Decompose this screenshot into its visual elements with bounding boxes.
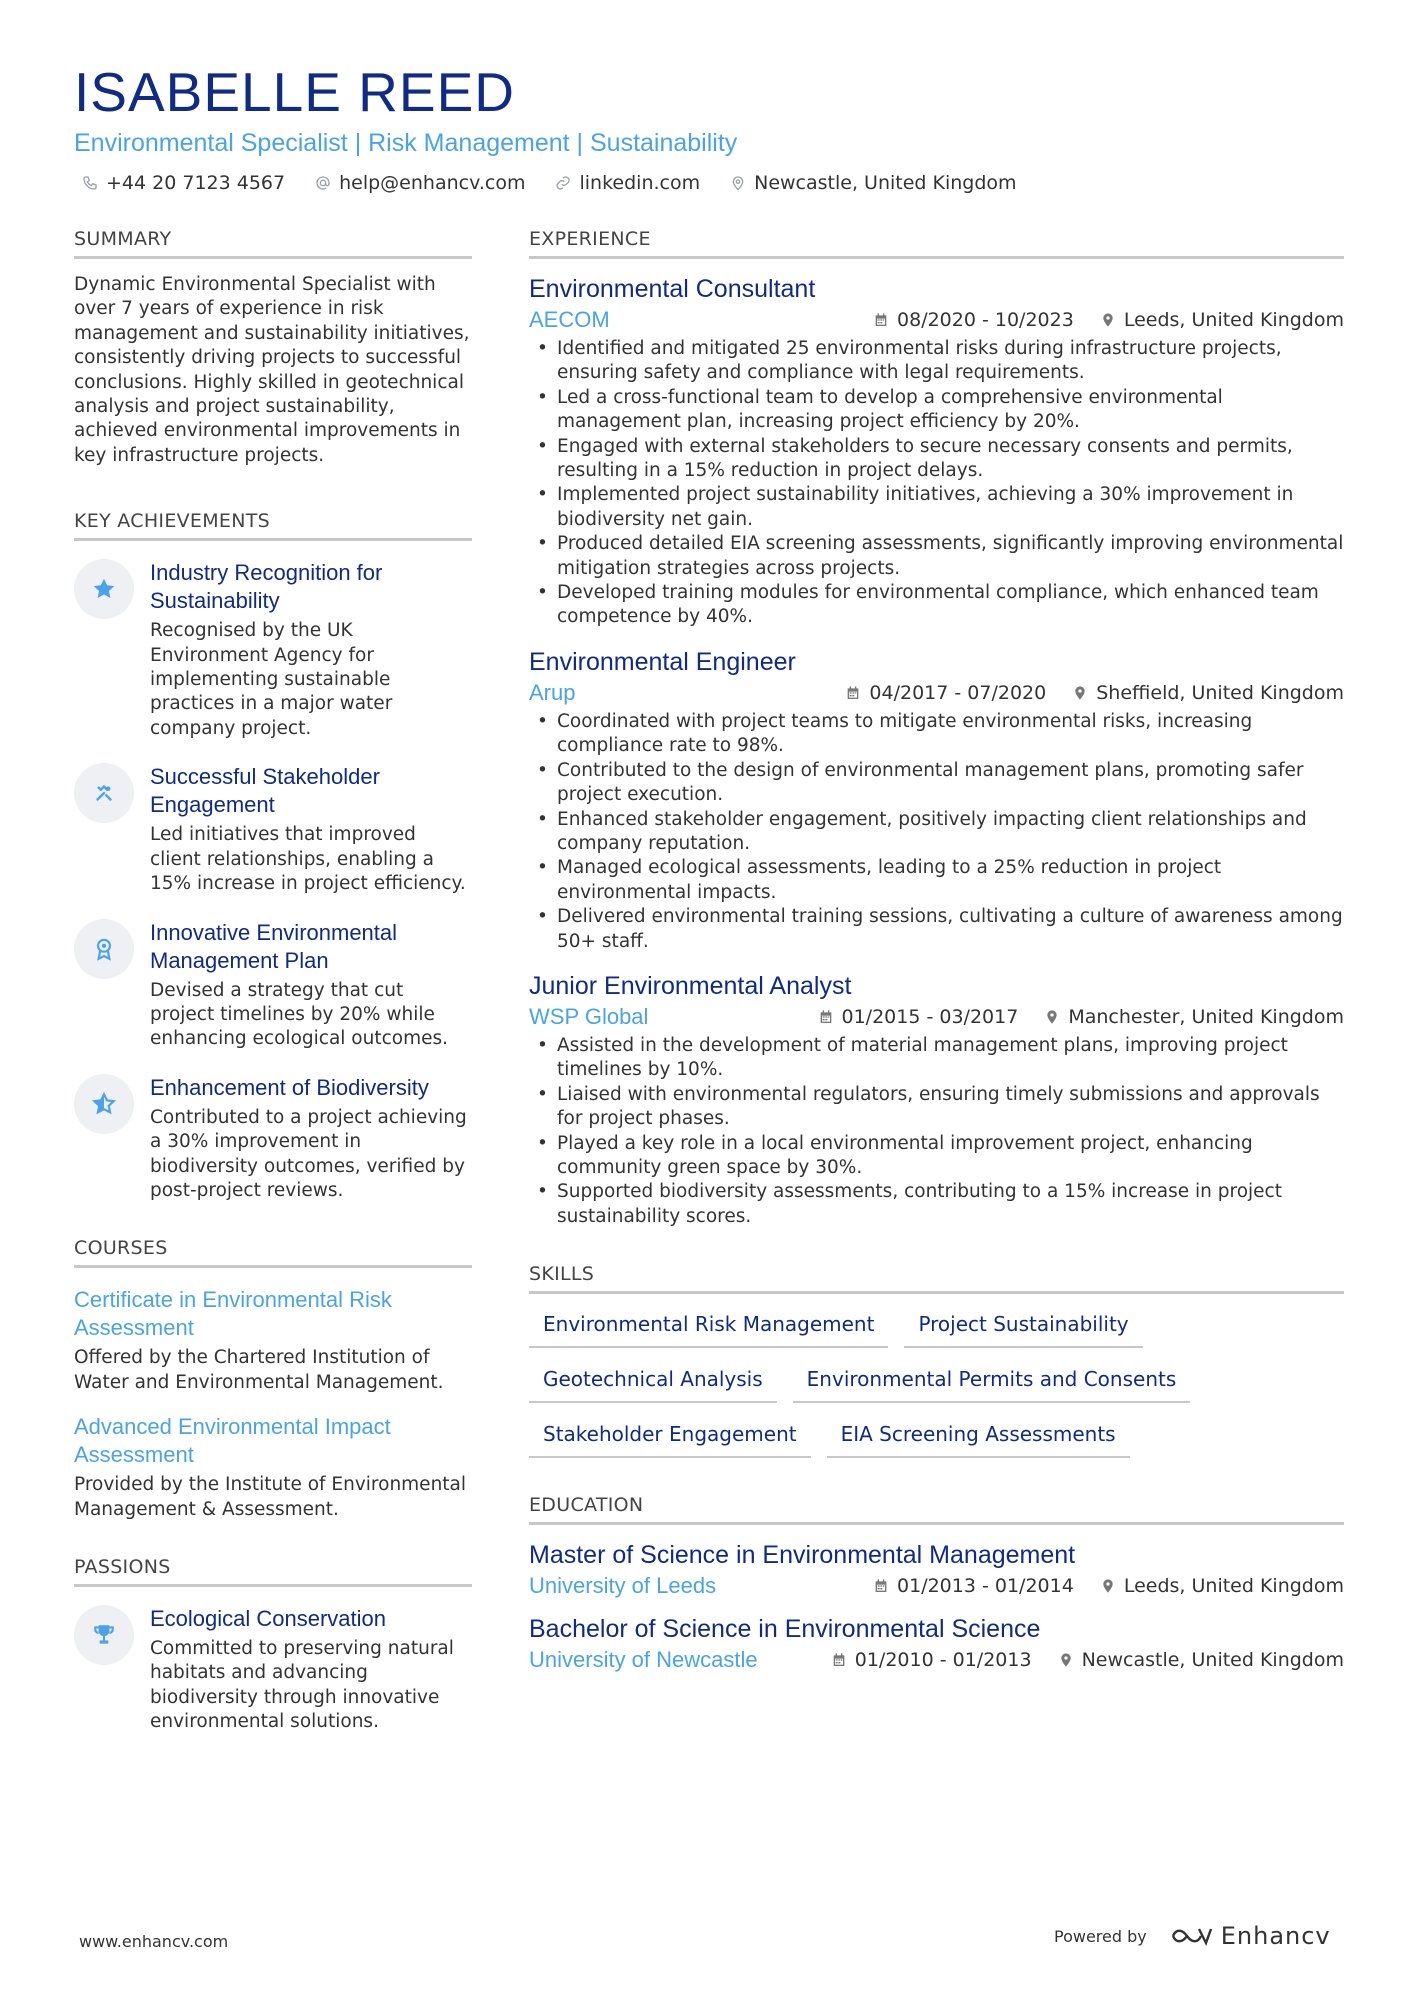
star-icon (91, 576, 117, 602)
course-title: Certificate in Environmental Risk Assessment (74, 1287, 392, 1341)
trophy-icon (91, 1622, 117, 1648)
contact-location (730, 172, 1016, 194)
calendar-icon (873, 312, 889, 328)
skill-tag: Environmental Permits and Consents (793, 1363, 1191, 1403)
map-pin-icon (1044, 1009, 1060, 1025)
achievement-title: Successful Stakeholder Engagement (150, 764, 380, 818)
calendar-icon (845, 685, 861, 701)
education-section (529, 1494, 1344, 1673)
school-name: University of Newcastle (529, 1647, 758, 1673)
job-bullet: • Led a cross-functional team to develop a comprehensive environmental management plan, increasing project efficiency by 20%. (529, 386, 1344, 435)
map-pin-icon (730, 175, 746, 191)
left-column (74, 228, 472, 1757)
powered-by-label: Powered by (1054, 1926, 1147, 1946)
education-heading: EDUCATION (529, 1494, 1344, 1525)
job-bullet: • Delivered environmental training sessions, cultivating a culture of awareness among 50+ staff. (529, 905, 1344, 954)
course-title: Advanced Environmental Impact Assessment (74, 1414, 391, 1468)
job-bullet: • Engaged with external stakeholders to secure necessary consents and permits, resulting in a 15% reduction in project delays. (529, 435, 1344, 484)
enhancv-logo-icon (1169, 1924, 1213, 1948)
school-name: University of Leeds (529, 1573, 717, 1599)
calendar-icon (818, 1009, 834, 1025)
job-bullet: • Managed ecological assessments, leading to a 25% reduction in project environmental impacts. (529, 856, 1344, 905)
course-desc: Provided by the Institute of Environmental Management & Assessment. (74, 1474, 467, 1520)
skills-list (529, 1308, 1344, 1458)
job-entry (529, 970, 1344, 1229)
job-title: Environmental Engineer (529, 647, 796, 676)
education-location: Newcastle, United Kingdom (1081, 1649, 1344, 1672)
linkedin-text[interactable]: linkedin.com (579, 172, 701, 194)
location-text: Newcastle, United Kingdom (754, 172, 1017, 194)
job-bullet: • Coordinated with project teams to mitigate environmental risks, increasing compliance rate to 98%. (529, 710, 1344, 759)
passion-item (74, 1605, 472, 1735)
handshake-icon (91, 780, 117, 806)
job-bullet: • Assisted in the development of material management plans, improving project timelines by 10%. (529, 1034, 1344, 1083)
courses-heading: COURSES (74, 1237, 472, 1268)
job-company: WSP Global (529, 1003, 649, 1029)
passions-section (74, 1556, 472, 1735)
contact-email[interactable] (315, 172, 525, 194)
skill-tag: EIA Screening Assessments (827, 1418, 1130, 1458)
achievement-item (74, 763, 472, 896)
achievement-desc: Led initiatives that improved client relationships, enabling a 15% increase in project efficiency. (150, 824, 466, 895)
summary-text: Dynamic Environmental Specialist with over 7 years of experience in risk management and sustainability initiatives, consistently driving projects to successful conclusions. Highly skilled in geotechnical analysis and project sustainability, achieved environmental improvements in key infrastructure projects. (74, 274, 470, 466)
skill-tag: Environmental Risk Management (529, 1308, 888, 1348)
skills-section (529, 1263, 1344, 1458)
experience-heading: EXPERIENCE (529, 228, 1344, 259)
calendar-icon (831, 1652, 847, 1668)
contact-phone (82, 172, 285, 194)
education-entry (529, 1613, 1344, 1673)
footer-website[interactable]: www.enhancv.com (79, 1932, 229, 1951)
course-item (74, 1413, 472, 1522)
job-company: AECOM (529, 307, 610, 332)
job-dates: 08/2020 - 10/2023 (897, 309, 1074, 331)
course-desc: Offered by the Chartered Institution of Water and Environmental Management. (74, 1347, 444, 1393)
achievement-item (74, 1074, 472, 1204)
education-entry (529, 1539, 1344, 1599)
brand-name: Enhancv (1220, 1922, 1331, 1950)
job-bullets (529, 1034, 1344, 1229)
job-bullet: • Liaised with environmental regulators, ensuring timely submissions and approvals for project phases. (529, 1083, 1344, 1132)
candidate-title: Environmental Specialist | Risk Management | Sustainability (74, 129, 738, 157)
job-entry (529, 646, 1344, 954)
contact-bar (74, 172, 1344, 194)
job-location: Manchester, United Kingdom (1068, 1005, 1344, 1028)
map-pin-icon (1072, 685, 1088, 701)
job-bullet: • Implemented project sustainability initiatives, achieving a 30% improvement in biodiversity net gain. (529, 483, 1344, 532)
achievements-heading: KEY ACHIEVEMENTS (74, 510, 472, 541)
achievement-title: Innovative Environmental Management Plan (150, 919, 398, 973)
achievement-desc: Contributed to a project achieving a 30% improvement in biodiversity outcomes, verified by post-project reviews. (150, 1106, 467, 1201)
job-bullet: • Supported biodiversity assessments, contributing to a 15% increase in project sustainability scores. (529, 1180, 1344, 1229)
map-pin-icon (1100, 312, 1116, 328)
achievement-desc: Recognised by the UK Environment Agency for implementing sustainable practices in a major water company project. (150, 620, 393, 739)
link-icon (555, 175, 571, 191)
job-location: Leeds, United Kingdom (1123, 309, 1344, 331)
achievement-item (74, 919, 472, 1052)
footer-brand (1054, 1922, 1331, 1950)
achievements-section (74, 510, 472, 1203)
skill-tag: Geotechnical Analysis (529, 1363, 777, 1403)
job-title: Environmental Consultant (529, 275, 816, 303)
degree-title: Bachelor of Science in Environmental Science (529, 1615, 1041, 1644)
achievement-desc: Devised a strategy that cut project timelines by 20% while enhancing ecological outcomes. (150, 979, 449, 1050)
job-bullets (529, 337, 1344, 630)
star-half-icon (91, 1091, 117, 1117)
candidate-name: ISABELLE REED (74, 61, 515, 123)
contact-linkedin[interactable] (555, 172, 700, 194)
education-dates: 01/2010 - 01/2013 (854, 1649, 1032, 1672)
job-company: Arup (529, 679, 576, 705)
skill-tag: Stakeholder Engagement (529, 1418, 811, 1458)
passions-heading: PASSIONS (74, 1556, 472, 1587)
degree-title: Master of Science in Environmental Management (529, 1541, 1076, 1570)
passion-desc: Committed to preserving natural habitats and advancing biodiversity through innovative environmental solutions. (150, 1637, 454, 1733)
job-bullet: • Produced detailed EIA screening assessments, significantly improving environmental mitigation strategies across projects. (529, 532, 1344, 581)
phone-icon (82, 175, 98, 191)
education-location: Leeds, United Kingdom (1123, 1575, 1344, 1598)
header (74, 60, 1344, 194)
job-location: Sheffield, United Kingdom (1096, 681, 1344, 704)
skills-heading: SKILLS (529, 1263, 1344, 1294)
award-icon (91, 936, 117, 962)
map-pin-icon (1100, 1578, 1116, 1594)
job-bullet: • Enhanced stakeholder engagement, positively impacting client relationships and company reputation. (529, 808, 1344, 857)
email-text[interactable]: help@enhancv.com (339, 172, 526, 194)
job-dates: 04/2017 - 07/2020 (869, 681, 1047, 704)
summary-section (74, 228, 472, 468)
courses-section (74, 1237, 472, 1522)
job-bullet: • Contributed to the design of environmental management plans, promoting safer project execution. (529, 759, 1344, 808)
job-title: Junior Environmental Analyst (529, 971, 852, 1000)
job-bullets (529, 710, 1344, 954)
achievement-title: Industry Recognition for Sustainability (150, 560, 383, 614)
job-dates: 01/2015 - 03/2017 (841, 1005, 1019, 1028)
summary-heading: SUMMARY (74, 228, 472, 259)
job-bullet: • Identified and mitigated 25 environmental risks during infrastructure projects, ensuring safety and compliance with legal requirements. (529, 337, 1344, 386)
map-pin-icon (1058, 1652, 1074, 1668)
at-icon (315, 175, 331, 191)
job-bullet: • Developed training modules for environmental compliance, which enhanced team competence by 40%. (529, 581, 1344, 630)
course-item (74, 1286, 472, 1395)
achievement-title: Enhancement of Biodiversity (150, 1074, 429, 1100)
job-entry (529, 273, 1344, 630)
passion-title: Ecological Conservation (150, 1605, 387, 1631)
experience-section (529, 228, 1344, 1229)
right-column (529, 228, 1344, 1687)
education-dates: 01/2013 - 01/2014 (897, 1575, 1074, 1598)
job-bullet: • Played a key role in a local environmental improvement project, enhancing community green space by 30%. (529, 1132, 1344, 1181)
calendar-icon (873, 1578, 889, 1594)
skill-tag: Project Sustainability (904, 1308, 1142, 1348)
achievement-item (74, 559, 472, 741)
enhancv-logo[interactable] (1169, 1922, 1331, 1950)
phone-text: +44 20 7123 4567 (106, 172, 286, 194)
